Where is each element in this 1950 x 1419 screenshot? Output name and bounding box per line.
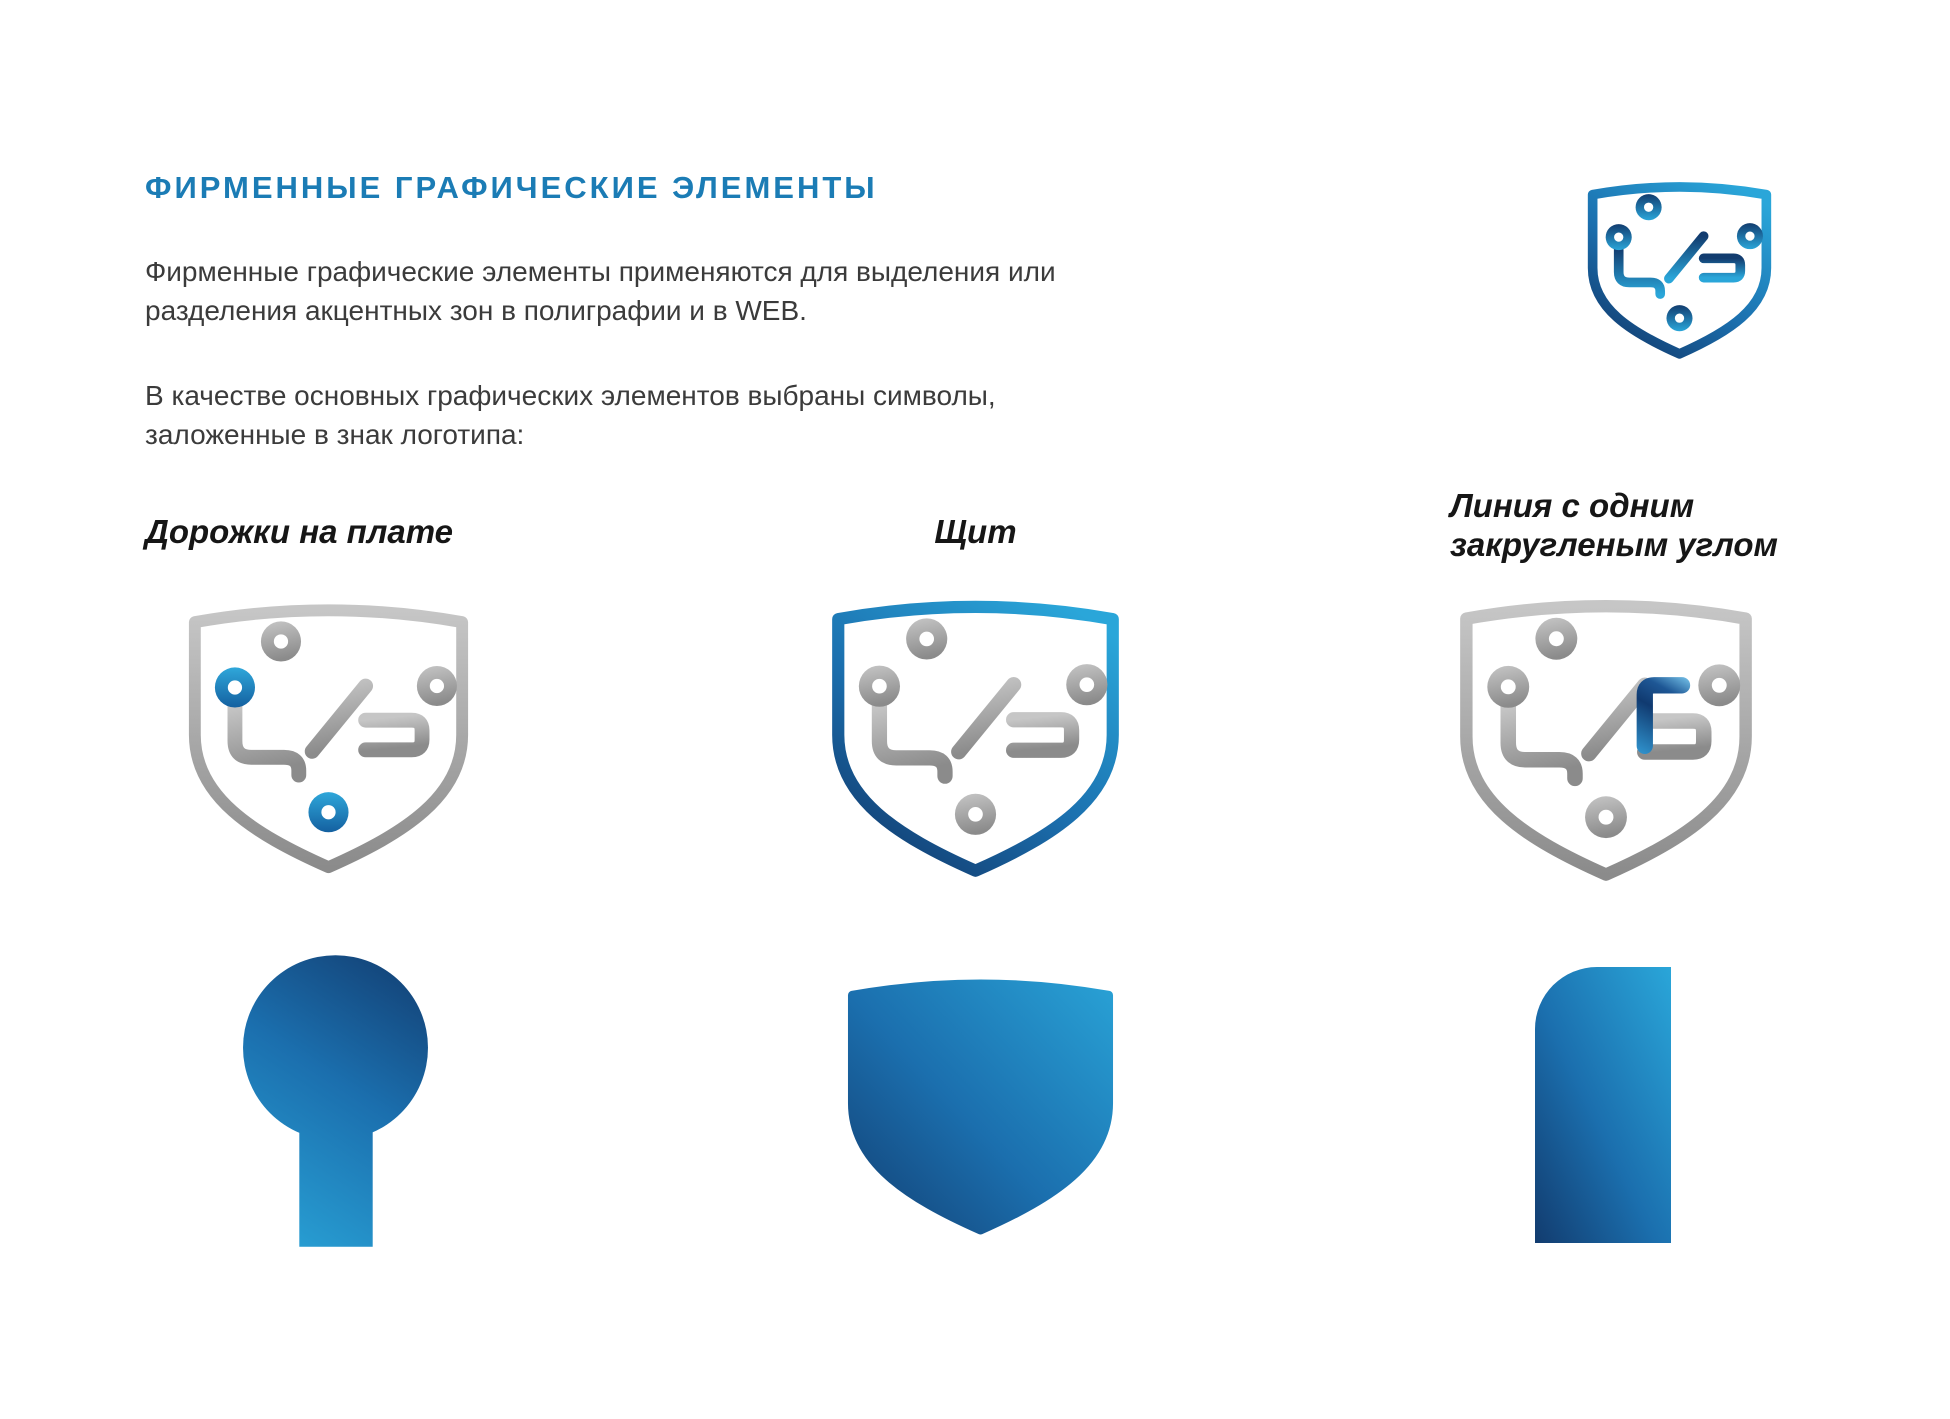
brand-logo-shield-icon <box>1583 171 1776 365</box>
shield-graphic-rounded-line-highlight-icon <box>1450 586 1762 887</box>
shield-graphic-traces-highlight-icon <box>180 589 477 881</box>
intro-paragraph-2-line-2: заложенные в знак логотипа: <box>145 419 525 450</box>
column-heading-rounded-line-line-1: Линия с одним <box>1450 487 1695 524</box>
intro-paragraph-1-line-1: Фирменные графические элементы применяются для выделения или <box>145 256 1056 287</box>
page-title: ФИРМЕННЫЕ ГРАФИЧЕСКИЕ ЭЛЕМЕНТЫ <box>145 170 878 205</box>
intro-paragraph-1 <box>145 252 1056 330</box>
shield-graphic-blue-outline-icon <box>823 587 1128 883</box>
intro-paragraph-2 <box>145 376 996 454</box>
element-pad-with-trace-icon <box>240 955 431 1247</box>
column-heading-rounded-line <box>1450 486 1778 564</box>
element-solid-shield-icon <box>838 964 1123 1240</box>
column-heading-traces: Дорожки на плате <box>145 513 453 550</box>
column-heading-rounded-line-line-2: закругленым углом <box>1450 526 1778 563</box>
element-rounded-corner-bar-icon <box>1535 967 1671 1243</box>
intro-paragraph-2-line-1: В качестве основных графических элементов выбраны символы, <box>145 380 996 411</box>
intro-paragraph-1-line-2: разделения акцентных зон в полиграфии и в WEB. <box>145 295 807 326</box>
column-heading-shield: Щит <box>934 513 1017 550</box>
